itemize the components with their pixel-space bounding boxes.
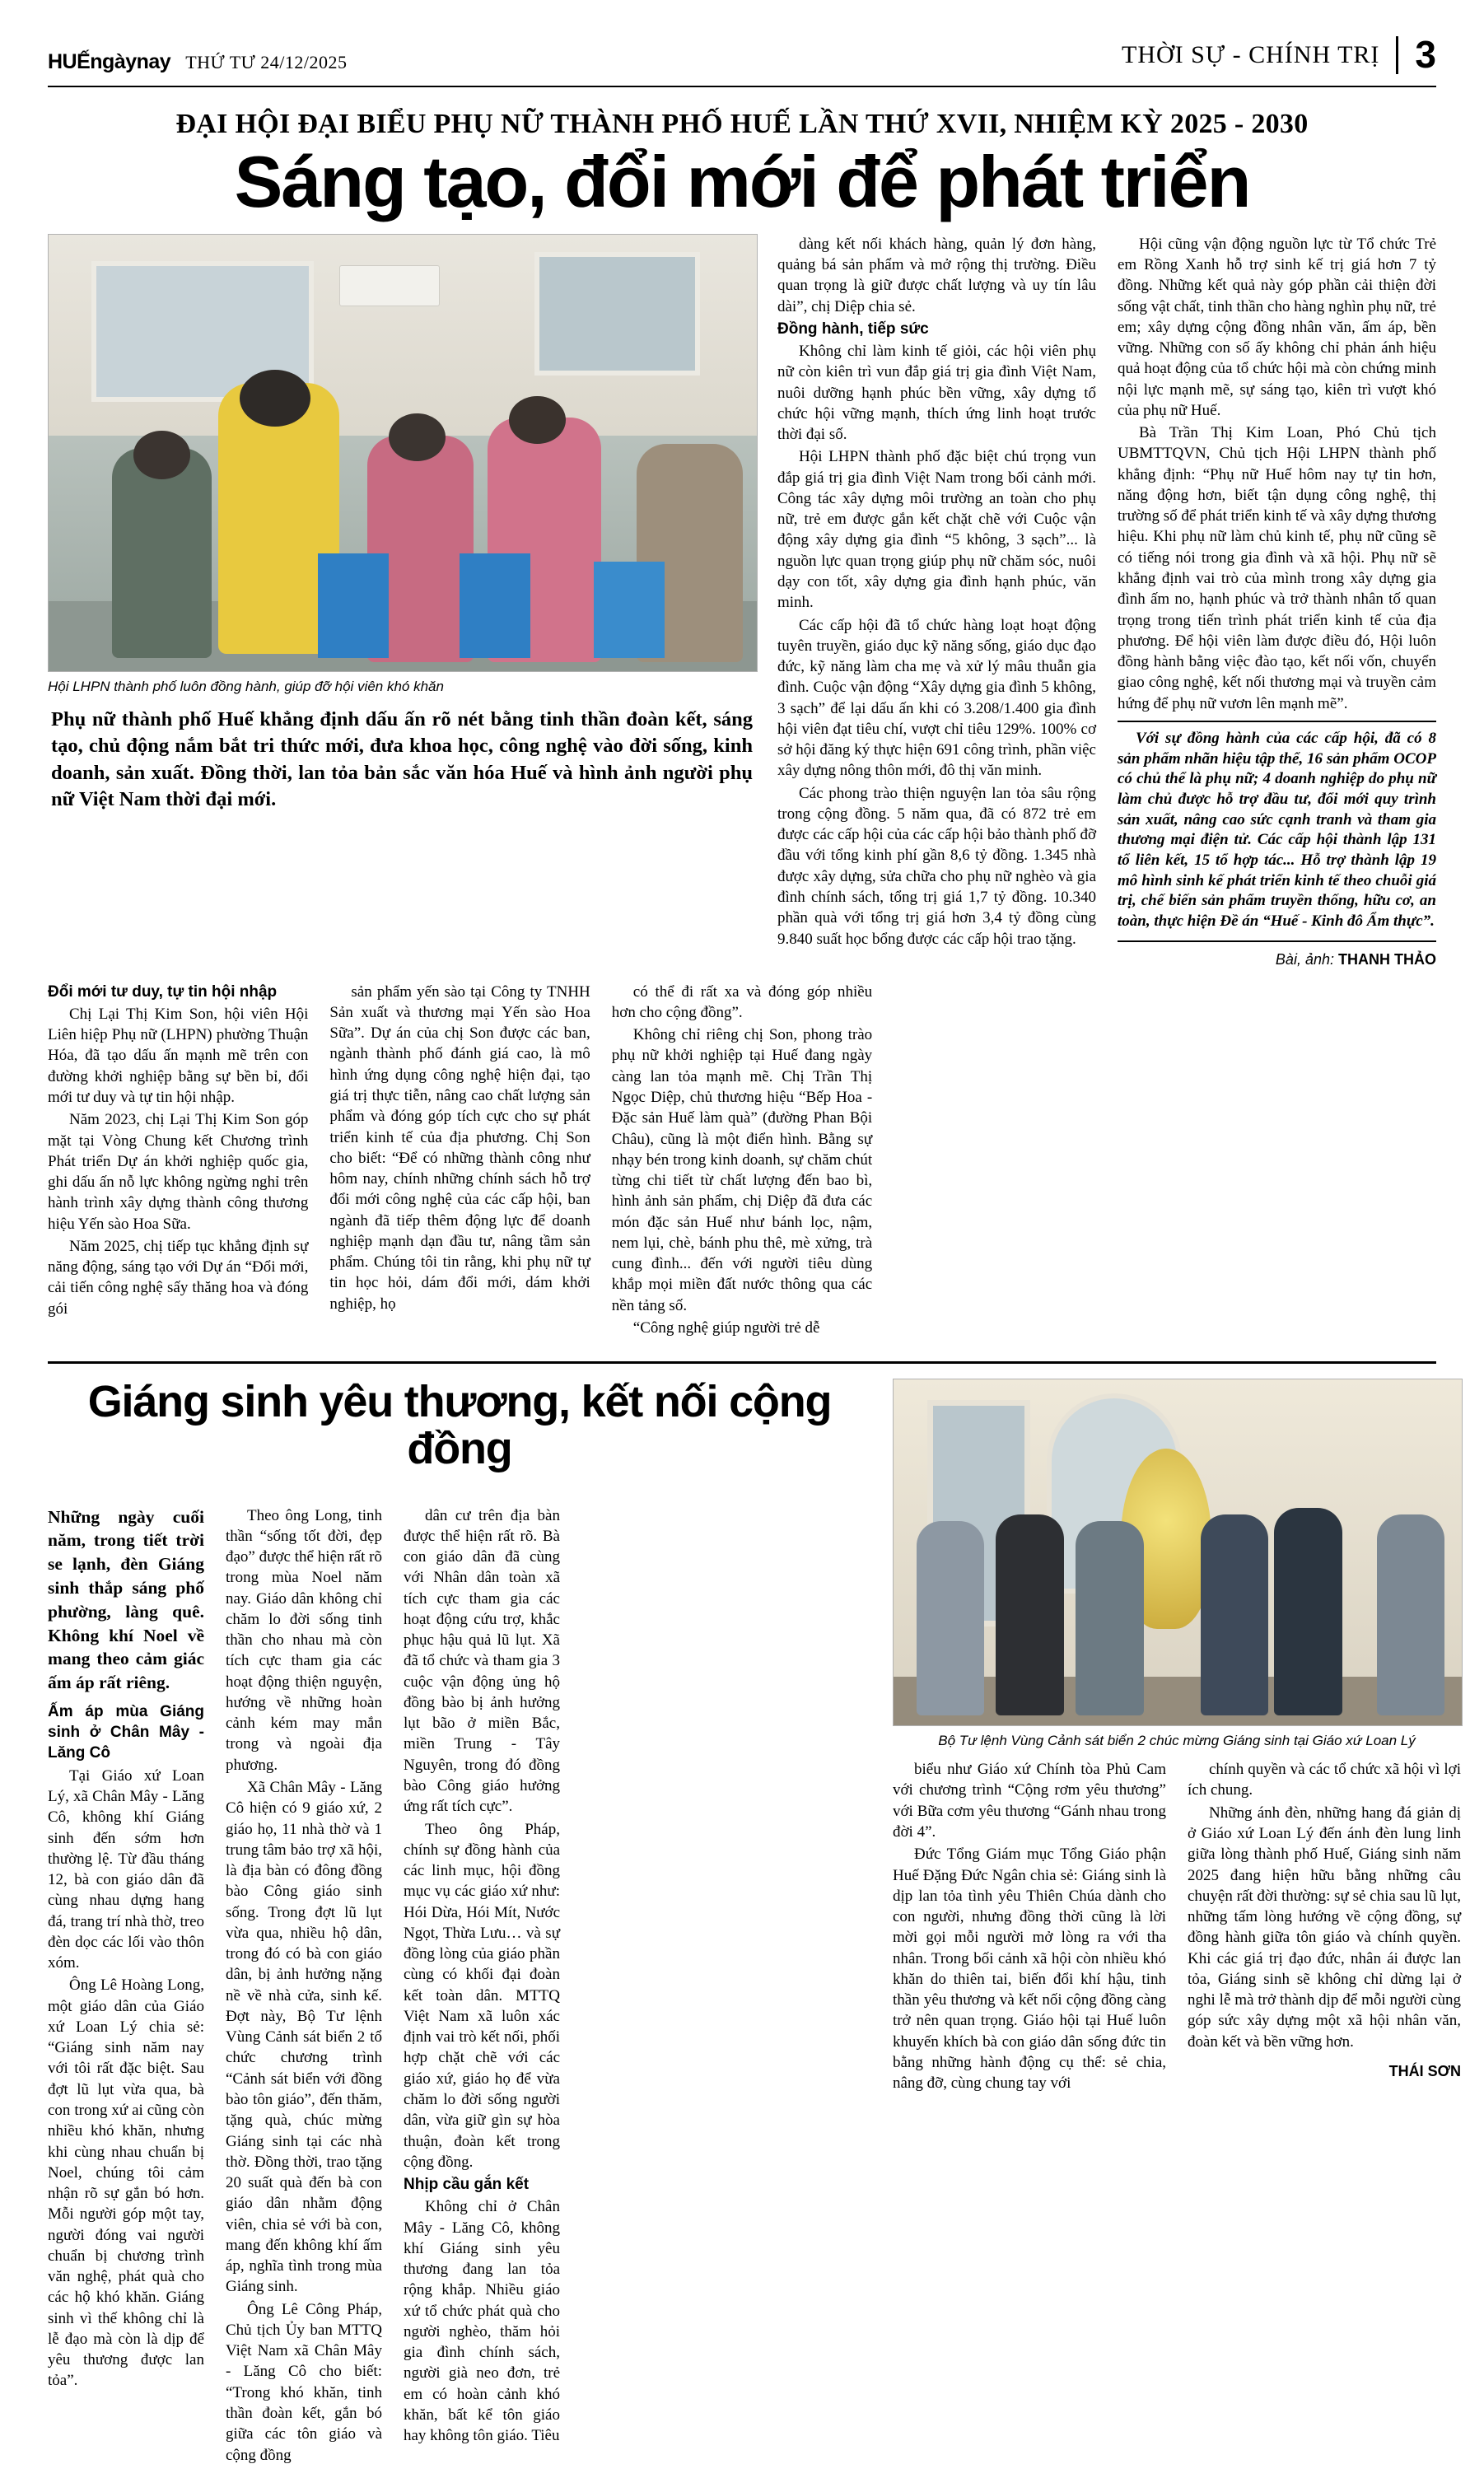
article2-column-3: [404, 1505, 560, 2467]
paragraph: Các cấp hội đã tổ chức hàng loạt hoạt động tuyên truyền, giáo dục kỹ năng sống, giáo dục đạo đức, kỹ năng làm cha mẹ và xử lý mâu thuẫn gia đình. Cuộc vận động “Xây dựng gia đình 5 không, 3 sạch” để lại dấu ấn khi có 3.208/1.400 gia đình hội viên đạt tiêu chí, vượt chỉ tiêu 129%. 100% cơ sở hội đăng ký thực hiện 691 công trình, phần việc xây dựng nông thôn mới, đô thị văn minh.: [777, 616, 1096, 780]
paragraph: Năm 2023, chị Lại Thị Kim Son góp mặt tại Vòng Chung kết Chương trình Phát triển Dự án khởi nghiệp quốc gia, ghi dấu ấn nỗ lực không ngừng nghỉ trên hành trình xây dựng thành công thương hiệu Yến sào Hoa Sữa.: [48, 1111, 309, 1233]
byline-prefix: Bài, ảnh:: [1275, 950, 1334, 968]
paragraph: “Công nghệ giúp người trẻ dễ: [632, 1318, 820, 1337]
paragraph: Không chỉ riêng chị Son, phong trào phụ nữ khởi nghiệp tại Huế đang ngày càng lan tỏa mạnh mẽ. Chị Trần Thị Ngọc Diệp, chủ thương hiệu “Bếp Hoa - Đặc sản Huế làm quà” (đường Phan Bội Châu), cũng là một điển hình. Bằng sự nhạy bén trong kinh doanh, sự chăm chút từng chi tiết từ chất lượng đến bao bì, hình ảnh sản phẩm, chị Diệp đã đưa các món đặc sản Huế như bánh lọc, nậm, nem lụi, chè, bánh phu thê, mè xửng, trà cung đình... đến với người tiêu dùng khắp mọi miền đất nước thông qua các nền tảng số.: [611, 1026, 873, 1314]
article2-right: [893, 1379, 1461, 2467]
article-kicker: ĐẠI HỘI ĐẠI BIỂU PHỤ NỮ THÀNH PHỐ HUẾ LẦN THỨ XVII, NHIỆM KỲ 2025 - 2030: [175, 109, 1309, 139]
byline-author: THANH THẢO: [1338, 950, 1436, 968]
article-lead: Phụ nữ thành phố Huế khẳng định dấu ấn rõ nét bằng tinh thần đoàn kết, sáng tạo, chủ động nắm bắt tri thức mới, đưa khoa học, công nghệ vào đời sống, kinh doanh, sản xuất. Đồng thời, lan tỏa bản sắc văn hóa Huế và hình ảnh người phụ nữ Việt Nam thời đại mới.: [51, 707, 753, 811]
article2-photo: [893, 1379, 1463, 1726]
article-subhead-1: Đổi mới tư duy, tự tin hội nhập: [48, 982, 278, 1001]
article-column-4-spacer: [894, 982, 1154, 1341]
article2-subhead-2: Nhịp cầu gắn kết: [404, 2176, 530, 2194]
article2-column-5: [1188, 1759, 1461, 2095]
paragraph: Đức Tổng Giám mục Tổng Giáo phận Huế Đặng Đức Ngân chia sẻ: Giáng sinh là dịp lan tỏa tình yêu Thiên Chúa dành cho con người, nhưng đồng thời cũng là lời mời gọi mỗi người mở lòng ra với tha nhân. Trong bối cảnh xã hội còn nhiều khó khăn do thiên tai, biến đổi khí hậu, tinh thần yêu thương và kết nối cộng đồng càng trở nên quan trọng. Giáo hội tại Huế luôn khuyến khích bà con giáo dân sống đức tin bằng những hành động cụ thể: sẻ chia, nâng đỡ, cùng chung tay với: [893, 1846, 1166, 2093]
paragraph: Các phong trào thiện nguyện lan tỏa sâu rộng trong cộng đồng. 5 năm qua, đã có 872 trẻ em được các cấp hội của các cấp hội bảo thành phố đỡ đầu với tổng kinh phí gần 8,6 tỷ đồng. 1.345 nhà được xây dựng, sửa chữa cho phụ nữ nghèo và gia đình chính sách, tổng trị giá 1,7 tỷ đồng. 10.340 phần quà với tổng trị giá hơn 3,4 tỷ đồng cùng 9.840 suất học bổng được các cấp hội trao tặng.: [777, 784, 1096, 948]
section-title: THỜI SỰ - CHÍNH TRỊ: [1122, 41, 1380, 68]
masthead-divider: [1396, 36, 1398, 74]
article2-byline: THÁI SƠN: [1388, 2062, 1461, 2079]
masthead-rule: [48, 86, 1436, 87]
article-column-2: [329, 982, 590, 1341]
paragraph: biểu như Giáo xứ Chính tòa Phủ Cam với chương trình “Cộng rơm yêu thương” với Bữa cơm yêu thương “Gánh nhau trong đời 4”.: [893, 1761, 1166, 1841]
article-photo-column: [48, 234, 756, 814]
article-column-3: [612, 982, 872, 1341]
article2-column-2: [226, 1505, 382, 2467]
article2-headline: Giáng sinh yêu thương, kết nối cộng đồng: [87, 1377, 832, 1473]
paragraph: Bà Trần Thị Kim Loan, Phó Chủ tịch UBMTTQVN, Chủ tịch Hội LHPN thành phố khẳng định: “Phụ nữ Huế hôm nay tự tin hơn, năng động hơn, biết tận dụng công nghệ, thị trường số để phát triển kinh tế và xây dựng thương hiệu. Khi phụ nữ làm chủ kinh tế, phụ nữ cũng sẽ có tiếng nói trong gia đình và xã hội. Phụ nữ sẽ khẳng định vai trò của mình trong xây dựng gia đình ấm no, hạnh phúc và trở thành nhân tố quan trọng trong tiến trình phát triển kinh tế của địa phương. Để hội viên làm được điều đó, Hội luôn đồng hành bằng việc đào tạo, kết nối vốn, chuyển giao công nghệ, kết nối thương mại và truyền cảm hứng để phụ nữ vươn lên mạnh mẽ”.: [1118, 424, 1436, 712]
paragraph: Năm 2025, chị tiếp tục khẳng định sự năng động, sáng tạo với Dự án “Đổi mới, cải tiến công nghệ sấy thăng hoa và đóng gói: [48, 1237, 309, 1318]
section-divider: [48, 1361, 1436, 1364]
article-photo: [48, 234, 758, 672]
paragraph: có thể đi rất xa và đóng góp nhiều hơn cho cộng đồng”.: [611, 982, 873, 1021]
paragraph: Theo ông Long, tinh thần “sống tốt đời, đẹp đạo” được thể hiện rất rõ trong mùa Noel năm nay. Giáo dân không chỉ chăm lo đời sống tinh thần cho nhau mà còn tích cực tham gia các hoạt động thiện nguyện, hướng về những hoàn cảnh kém may mắn trong và ngoài địa phương.: [226, 1506, 382, 1774]
paragraph: Ông Lê Hoàng Long, một giáo dân của Giáo xứ Loan Lý chia sẻ: “Giáng sinh năm nay với tôi rất đặc biệt. Sau đợt lũ lụt vừa qua, bà con trong xứ ai cũng còn nhiều khó khăn, nhưng khi cùng nhau chuẩn bị Noel, chúng tôi cảm nhận rõ sự gắn bó hơn. Mỗi người góp một tay, người đóng vai người chuẩn bị chương trình văn nghệ, phát quà cho các hộ khó khăn. Giáng sinh vì thế không chỉ là lễ đạo mà còn là dịp để yêu thương được lan tỏa”.: [48, 1976, 204, 2390]
article-bottom-columns: [48, 982, 1436, 1341]
masthead-left: [48, 50, 347, 74]
article2-photo-caption: Bộ Tư lệnh Vùng Cảnh sát biển 2 chúc mừng Giáng sinh tại Giáo xứ Loan Lý: [938, 1733, 1416, 1749]
paragraph: sản phẩm yến sào tại Công ty TNHH Sản xuất và thương mại Yến sào Hoa Sữa”. Dự án của chị Son được các ban, ngành thành phố đánh giá cao, là mô hình ứng dụng công nghệ hiện đại, tạo giá trị thực tiễn, nâng cao chất lượng sản phẩm và đóng góp tích cực cho sự phát triển kinh tế của địa phương. Chị Son cho biết: “Để có những thành công như hôm nay, chính những chính sách hỗ trợ đổi mới công nghệ của các cấp hội, ban ngành đã tiếp thêm động lực để doanh nghiệp mạnh dạn đầu tư, nâng tầm sản phẩm. Chúng tôi tin rằng, khi phụ nữ tự tin học hỏi, dám đổi mới, dám khởi nghiệp, họ: [329, 982, 590, 1313]
article2-column-4: [893, 1759, 1166, 2095]
paragraph: Hội cũng vận động nguồn lực từ Tổ chức Trẻ em Rồng Xanh hỗ trợ sinh kế trị giá hơn 7 tỷ đồng. Những kết quả này góp phần cải thiện đời sống vật chất, tinh thần cho hàng nghìn phụ nữ, trẻ em; xây dựng cộng đồng nhân văn, ấm áp, bền vững. Những con số ấy không chỉ phản ánh hiệu quả hoạt động của tổ chức hội mà còn chứng minh nội lực mạnh mẽ, sự sáng tạo, kiên trì vượt khó của phụ nữ Huế.: [1118, 235, 1436, 419]
publication-logo: HUẾngàynay: [48, 50, 171, 73]
paragraph: Không chỉ làm kinh tế giỏi, các hội viên phụ nữ còn kiên trì vun đắp giá trị gia đình Việt Nam, nuôi dưỡng hạnh phúc bền vững, xây dựng tổ chức hội vững mạnh, thích ứng linh hoạt trước thời đại số.: [777, 343, 1096, 444]
paragraph: Với sự đồng hành của các cấp hội, đã có 8 sản phẩm nhãn hiệu tập thể, 16 sản phẩm OCOP có chủ thể là phụ nữ; 4 doanh nghiệp do phụ nữ làm chủ được hỗ trợ đầu tư, đổi mới quy trình sản xuất, nâng cao sức cạnh tranh và tham gia thương mại điện tử. Các cấp hội thành lập 131 tổ liên kết, 15 tổ hợp tác... Hỗ trợ thành lập 19 mô hình sinh kế phát triển kinh tế theo chuỗi giá trị, chế biến sản phẩm truyền thống, hữu cơ, an toàn, thực hiện Đề án “Huế - Kinh đô Ẩm thực”.: [1118, 729, 1436, 931]
publication-date: THỨ TƯ 24/12/2025: [185, 52, 348, 72]
paragraph: dân cư trên địa bàn được thể hiện rất rõ. Bà con giáo dân đã cùng với Nhân dân toàn xã tích cực tham gia các hoạt động cứu trợ, khắc phục hậu quả lũ lụt. Xã đã tổ chức và tham gia 3 cuộc vận động ủng hộ đồng bào bị ảnh hưởng lụt bão ở miền Bắc, miền Trung - Tây Nguyên, trong đó đồng bào Công giáo hưởng ứng rất tích cực”.: [404, 1506, 560, 1816]
article2-left: [48, 1379, 871, 2467]
article2-top-block: [48, 1377, 1461, 2467]
article-column-1: [48, 982, 308, 1341]
article-subhead-2: Đồng hành, tiếp sức: [777, 320, 929, 338]
article-top-block: [48, 234, 1436, 970]
paragraph: Theo ông Pháp, chính sự đồng hành của các linh mục, hội đồng mục vụ các giáo xứ như: Hói Dừa, Hói Mít, Nước Ngọt, Thừa Lưu… và sự đồng lòng của giáo phần cùng có khối đại đoàn kết toàn dân. MTTQ Việt Nam xã luôn xác định vai trò kết nối, phối hợp chặt chẽ với các giáo xứ, giáo họ để vừa chăm lo đời sống người dân, vừa giữ gìn sự hòa thuận, đoàn kết trong cộng đồng.: [404, 1820, 560, 2171]
paragraph: Những ánh đèn, những hang đá giản dị ở Giáo xứ Loan Lý đến ánh đèn lung linh giữa lòng thành phố Huế, Giáng sinh năm 2025 đang hiện hữu bằng những câu chuyện rất đời thường: sự sẻ chia sau lũ lụt, những tấm lòng hướng về cộng đồng, sự đồng hành giữa tôn giáo và chính quyền. Khi các giá trị đạo đức, nhân ái được lan tỏa, Giáng sinh sẽ không chỉ dừng lại ở nghi lễ mà trở thành dịp để mỗi người cùng góp sức xây dựng một xã hội nhân văn, đoàn kết và bền vững hơn.: [1188, 1804, 1461, 2051]
article2-lead-column: [48, 1505, 204, 2467]
paragraph: Không chỉ ở Chân Mây - Lăng Cô, không khí Giáng sinh yêu thương đang lan tỏa rộng khắp. Nhiều giáo xứ tổ chức phát quà cho người nghèo, thăm hỏi gia đình chính sách, người già neo đơn, trẻ em có hoàn cảnh khó khăn, bất kể tôn giáo hay không tôn giáo. Tiêu: [404, 2198, 560, 2445]
masthead-right: [1122, 33, 1436, 77]
article-secondary: [48, 1377, 1461, 2467]
paragraph: Tại Giáo xứ Loan Lý, xã Chân Mây - Lăng Cô, không khí Giáng sinh đến sớm hơn thường lệ. Từ đầu tháng 12, bà con giáo dân đã cùng nhau dựng hang đá, trang trí nhà thờ, treo đèn dọc các lối vào thôn xóm.: [48, 1766, 204, 1972]
article-column-4: [777, 234, 1096, 970]
article-photo-caption: Hội LHPN thành phố luôn đồng hành, giúp đỡ hội viên khó khăn: [48, 678, 444, 694]
article-column-5-spacer: [1176, 982, 1436, 1341]
article2-lead: Những ngày cuối năm, trong tiết trời se lạnh, đèn Giáng sinh thắp sáng phố phường, làng quê. Không khí Noel về mang theo cảm giác ấm áp rất riêng.: [48, 1506, 204, 1693]
paragraph: Hội LHPN thành phố đặc biệt chú trọng vun đắp giá trị gia đình Việt Nam trong bối cảnh mới. Công tác xây dựng môi trường an toàn cho phụ nữ, trẻ em được gắn kết chặt chẽ với Cuộc vận động xây dựng gia đình “5 không, 3 sạch”... là nguồn lực quan trọng giúp phụ nữ chăm sóc, nuôi dạy con tốt, xây dựng gia đình hạnh phúc, văn minh.: [777, 448, 1096, 612]
paragraph: Ông Lê Công Pháp, Chủ tịch Ủy ban MTTQ Việt Nam xã Chân Mây - Lăng Cô cho biết: “Trong khó khăn, tinh thần đoàn kết, gắn bó giữa các tôn giáo và cộng đồng: [226, 2300, 382, 2464]
article-side-columns: [777, 234, 1436, 970]
paragraph: dàng kết nối khách hàng, quản lý đơn hàng, quảng bá sản phẩm và mở rộng thị trường. Điều quan trọng là giữ được chất lượng và uy tín lâu dài”, chị Diệp chia sẻ.: [777, 235, 1096, 315]
article-byline: [1118, 950, 1436, 970]
paragraph: Xã Chân Mây - Lăng Cô hiện có 9 giáo xứ, 2 giáo họ, 11 nhà thờ và 1 trung tâm bảo trợ xã hội, là địa bàn có đông đồng bào Công giáo sinh sống. Trong đợt lũ lụt vừa qua, nhiều hộ dân, trong đó có bà con giáo dân, bị ảnh hưởng nặng nề về nhà cửa, sinh kế. Đợt này, Bộ Tư lệnh Vùng Cảnh sát biển 2 tổ chức chương trình “Cảnh sát biển với đồng bào tôn giáo”, đến thăm, tặng quà, chúc mừng Giáng sinh tại các nhà thờ. Đồng thời, trao tặng 20 suất quà đến bà con giáo dân nhằm động viên, chia sẻ với bà con, mang đến không khí ấm áp, nghĩa tình trong mùa Giáng sinh.: [226, 1779, 382, 2296]
article-highlight-box: [1118, 721, 1436, 942]
article-main: [48, 109, 1436, 1340]
page-number: 3: [1415, 33, 1436, 77]
paragraph: chính quyền và các tổ chức xã hội vì lợi ích chung.: [1188, 1761, 1461, 1799]
article-column-5: [1118, 234, 1436, 970]
masthead: [48, 33, 1436, 81]
article2-subhead-1: Ấm áp mùa Giáng sinh ở Chân Mây - Lăng Cô: [48, 1702, 204, 1762]
paragraph: Chị Lại Thị Kim Son, hội viên Hội Liên hiệp Phụ nữ (LHPN) phường Thuận Hóa, đã tạo dấu ấn mạnh mẽ trên con đường khởi nghiệp bằng sự bền bỉ, đổi mới tư duy và tự tin hội nhập.: [48, 1005, 309, 1106]
article-headline: Sáng tạo, đổi mới để phát triển: [234, 141, 1250, 222]
